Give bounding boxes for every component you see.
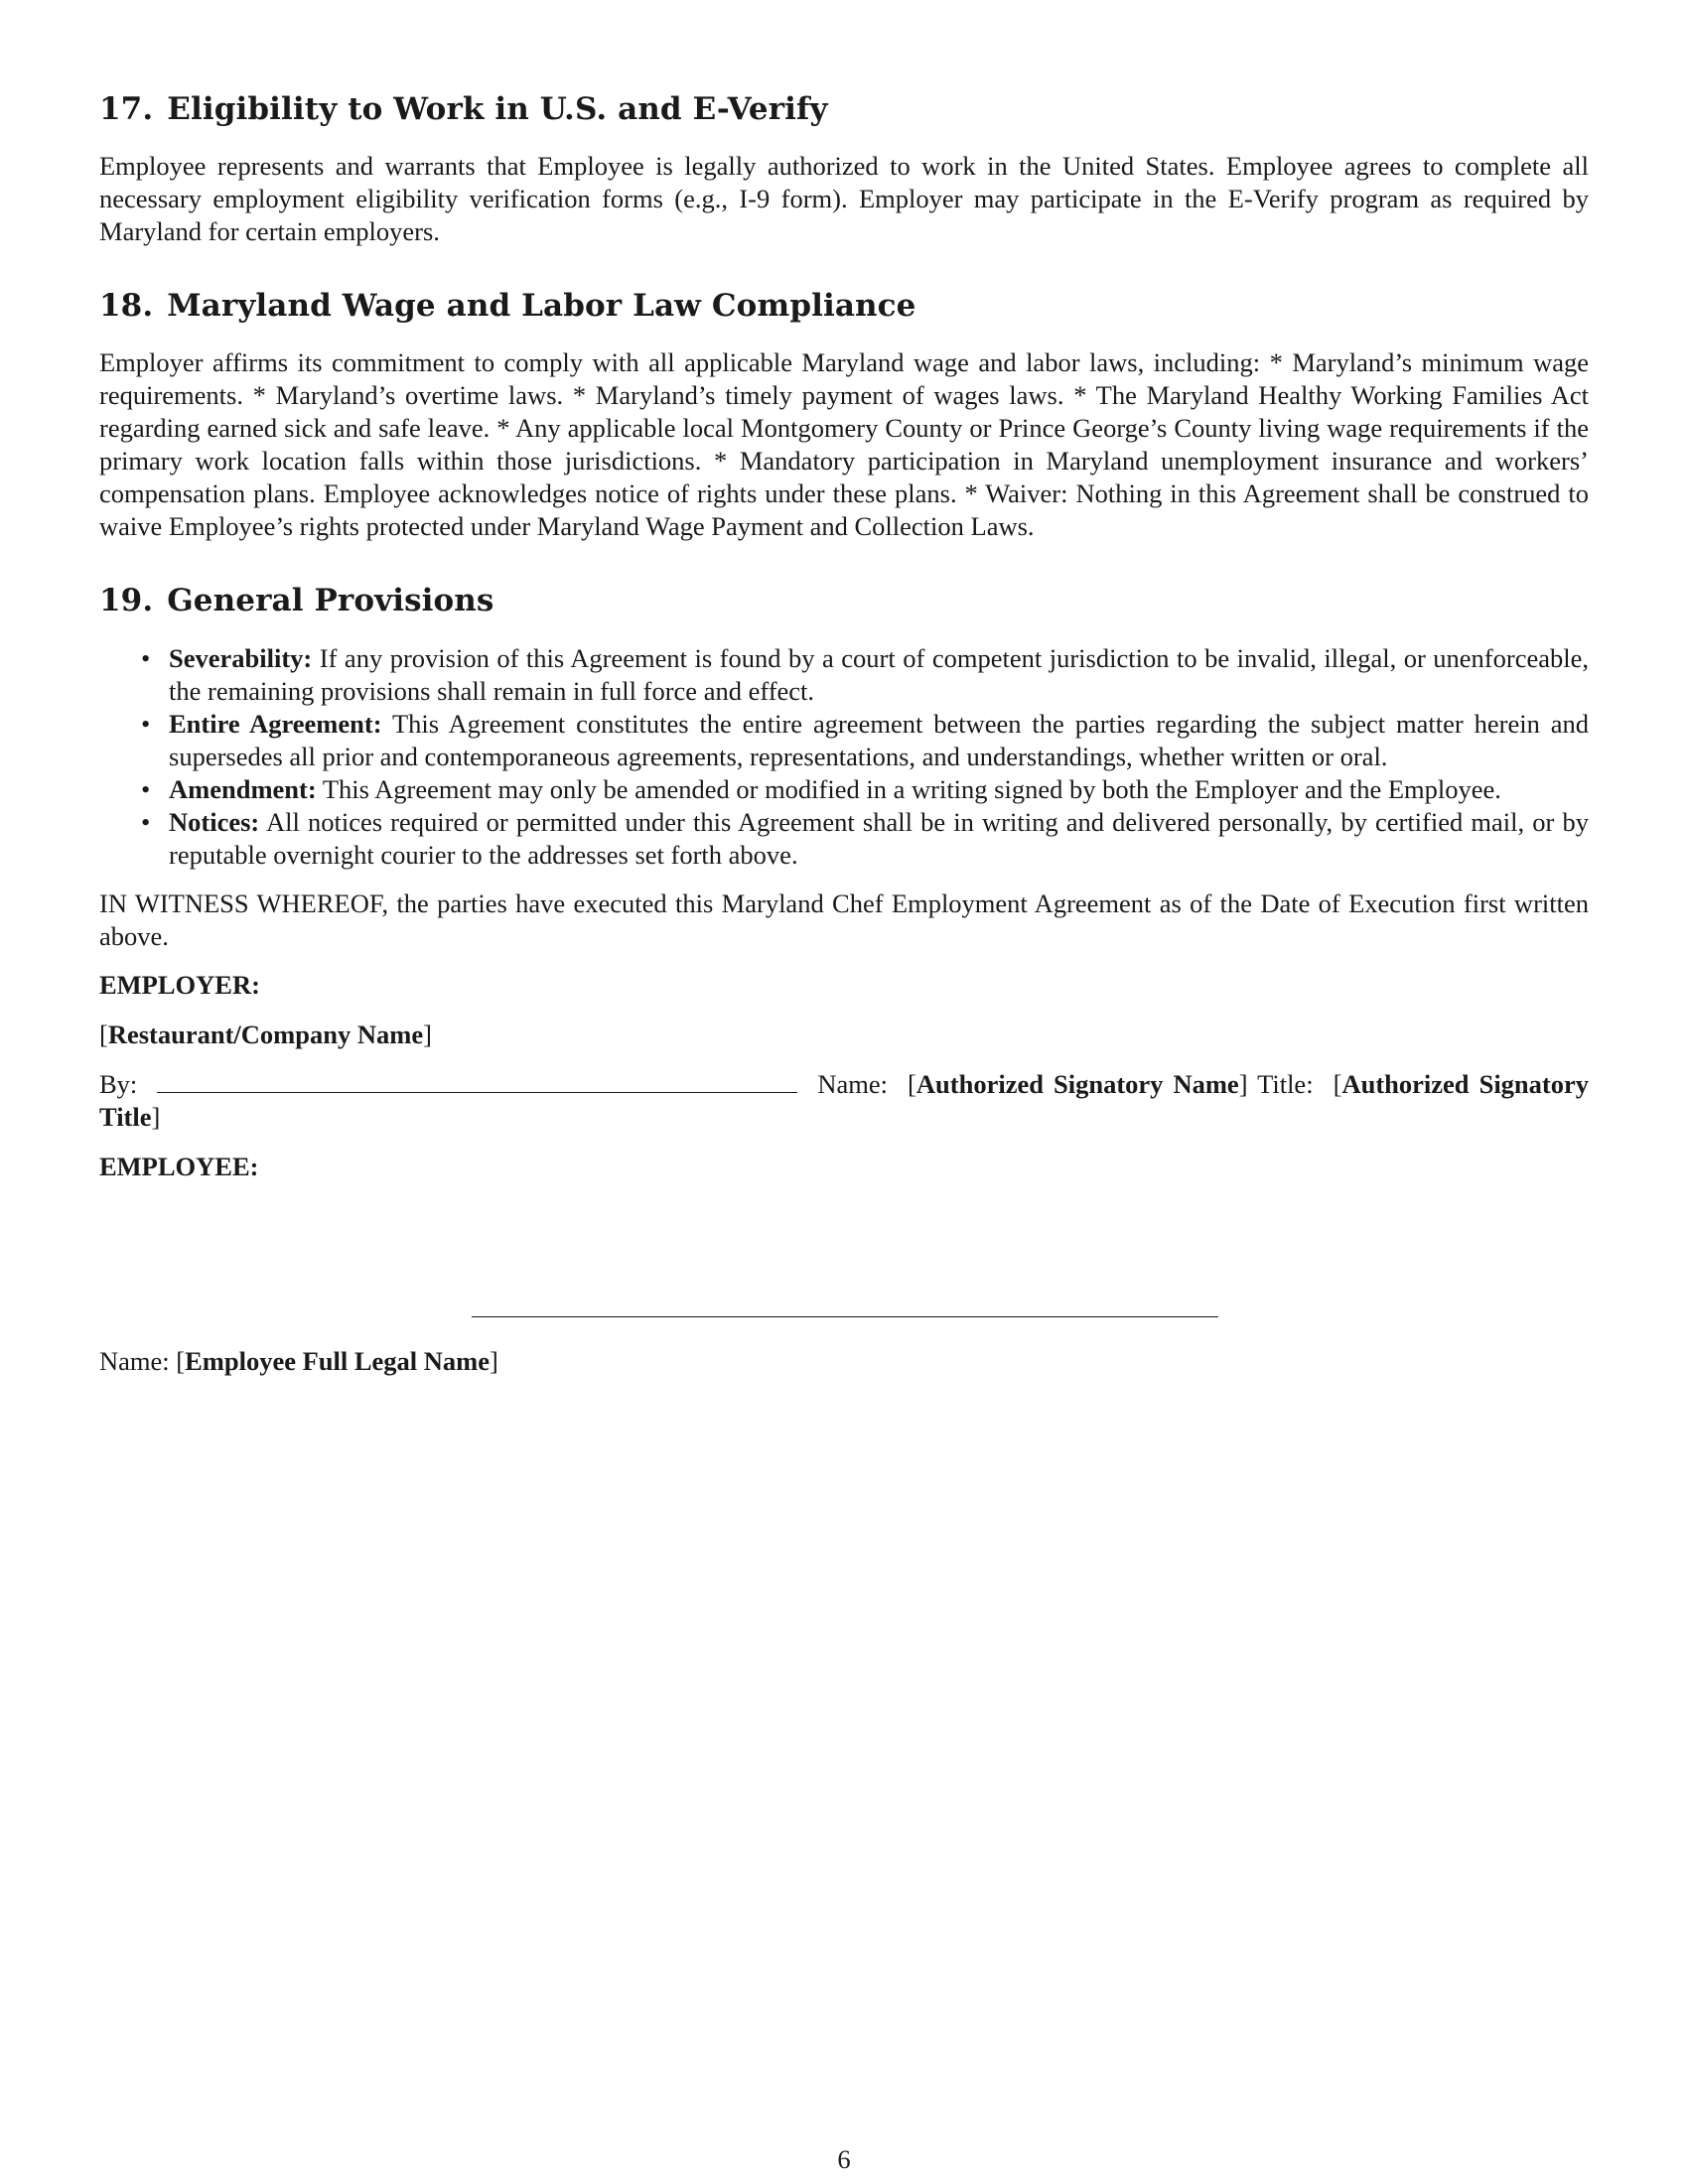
- provisions-list: [99, 642, 1589, 872]
- witness-clause: IN WITNESS WHEREOF, the parties have executed this Maryland Chef Employment Agreement as of the Date of Execution first written above.: [99, 887, 1589, 951]
- employee-signature-line[interactable]: [472, 1316, 1218, 1317]
- section-heading: [99, 288, 1589, 325]
- company-name: Restaurant/Company Name: [107, 1019, 424, 1049]
- section-heading: [99, 583, 1589, 619]
- provision-text: This Agreement constitutes the entire agreement between the parties regarding the subject matter herein and supersedes all prior and contemporaneous agreements, representations, and understandings, whether written or oral.: [169, 708, 1589, 771]
- section-title: Maryland Wage and Labor Law Compliance: [167, 288, 916, 325]
- signatory-name: Authorized Signatory Name: [915, 1068, 1239, 1099]
- bullet-icon: •: [141, 708, 151, 739]
- section-number: 17.: [99, 91, 154, 127]
- provision-text: All notices required or permitted under this Agreement shall be in writing and delivered personally, by certified mail, or by reputable overnight courier to the addresses set forth above.: [169, 806, 1590, 870]
- section-18: [99, 288, 1589, 543]
- bracket-open: [: [99, 1019, 108, 1049]
- provision-item: [141, 708, 1589, 773]
- employee-full-name: Employee Full Legal Name: [185, 1346, 491, 1376]
- bullet-icon: •: [141, 806, 151, 837]
- section-body: Employee represents and warrants that Employee is legally authorized to work in the United States. Employee agrees to complete all necessary employment eligibility verification forms (e.g., I-9 form). Employer may participate in the E-Verify program as required by Maryland for certain employers.: [99, 151, 1589, 247]
- employee-name-line: Name: [Employee Full Legal Name]: [99, 1346, 498, 1376]
- name-label: Name:: [99, 1346, 170, 1376]
- provision-term: Amendment:: [169, 773, 317, 804]
- page-number: 6: [837, 2144, 851, 2174]
- section-number: 18.: [99, 288, 154, 325]
- section-title: General Provisions: [167, 583, 494, 619]
- provision-term: Notices:: [169, 806, 260, 837]
- provision-term: Severability:: [169, 642, 313, 673]
- bullet-icon: •: [141, 773, 151, 804]
- employer-signature-line[interactable]: [157, 1068, 797, 1093]
- employee-label: EMPLOYEE:: [99, 1151, 259, 1181]
- title-label: Title:: [1257, 1068, 1314, 1099]
- bullet-icon: •: [141, 642, 151, 673]
- provision-item: [141, 642, 1589, 708]
- provision-term: Entire Agreement:: [169, 708, 382, 739]
- provision-item: [141, 773, 1589, 806]
- section-body: Employer affirms its commitment to comply with all applicable Maryland wage and labor laws, including: * Maryland’s minimum wage requirements. * Maryland’s overtime laws. * Maryland’s timely payment of wages laws. * The Maryland Healthy Working Families Act regarding earned sick and safe leave. * Any applicable local Montgomery County or Prince George’s County living wage requirements if the primary work location falls within those jurisdictions. * Mandatory participation in Maryland unemployment insurance and workers’ compensation plans. Employee acknowledges notice of rights under these plans. * Waiver: Nothing in this Agreement shall be construed to waive Employee’s rights protected under Maryland Wage Payment and Collection Laws.: [99, 347, 1589, 542]
- section-title: Eligibility to Work in U.S. and E-Verify: [167, 91, 828, 127]
- employer-signature-block: By: Name: [Authorized Signatory Name] Title: [Authorized Signatory Title]: [99, 1068, 1590, 1132]
- section-heading: [99, 91, 1589, 128]
- bracket-close: ]: [423, 1019, 432, 1049]
- by-label: By:: [99, 1068, 138, 1099]
- section-17: [99, 91, 1589, 248]
- provision-item: [141, 806, 1590, 872]
- employer-label: EMPLOYER:: [99, 969, 260, 1000]
- employer-company: [99, 1019, 1589, 1051]
- document-page: [99, 91, 1589, 1200]
- section-number: 19.: [99, 583, 154, 619]
- signatory-title: Authorized Signatory Title: [99, 1068, 1590, 1132]
- provision-text: If any provision of this Agreement is found by a court of competent jurisdiction to be invalid, illegal, or unenforceable, the remaining provisions shall remain in full force and effect.: [169, 642, 1589, 706]
- section-19: [99, 583, 1589, 1182]
- provision-text: This Agreement may only be amended or modified in a writing signed by both the Employer and the Employee.: [322, 773, 1501, 804]
- name-label: Name:: [817, 1068, 888, 1099]
